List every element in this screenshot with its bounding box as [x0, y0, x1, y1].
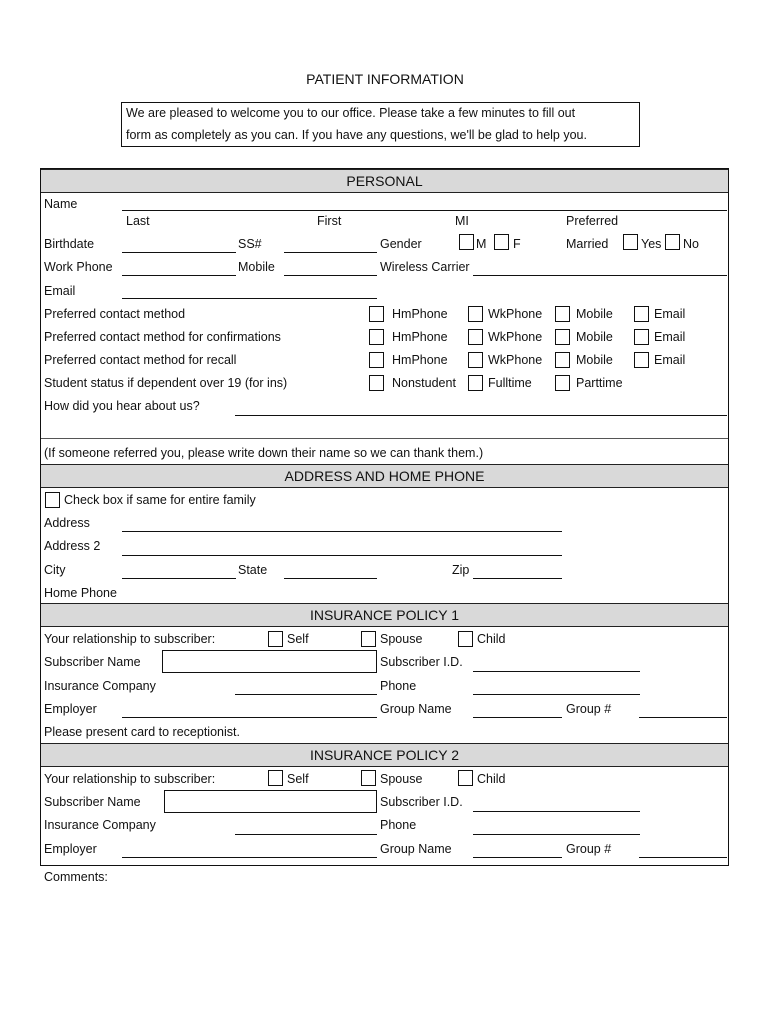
student-nonstudent-label: Nonstudent: [392, 376, 456, 390]
ins2-company-field[interactable]: [235, 834, 377, 835]
ins1-group-no-label: Group #: [566, 702, 612, 716]
ins2-phone-label: Phone: [380, 818, 417, 832]
ins1-relationship-label: Your relationship to subscriber:: [44, 632, 216, 646]
pref-confirm-hm-checkbox[interactable]: [369, 329, 384, 345]
hear-field[interactable]: [235, 415, 727, 416]
section-insurance-2: INSURANCE POLICY 2: [41, 743, 728, 767]
ins1-group-name-field[interactable]: [473, 717, 562, 718]
same-family-checkbox[interactable]: [45, 492, 60, 508]
gender-m-checkbox[interactable]: [459, 234, 474, 250]
same-family-label: Check box if same for entire family: [64, 493, 256, 507]
pref-recall-hm-checkbox[interactable]: [369, 352, 384, 368]
mobile-label: Mobile: [238, 260, 275, 274]
pref-recall-hm-label: HmPhone: [392, 353, 448, 367]
student-label: Student status if dependent over 19 (for ins): [44, 376, 288, 390]
ins1-group-no-field[interactable]: [639, 717, 727, 718]
first-label: First: [317, 214, 342, 228]
ins1-company-label: Insurance Company: [44, 679, 156, 693]
mobile-field[interactable]: [284, 275, 377, 276]
ins1-phone-field[interactable]: [473, 694, 640, 695]
married-no-checkbox[interactable]: [665, 234, 680, 250]
ins1-self-checkbox[interactable]: [268, 631, 283, 647]
zip-field[interactable]: [473, 578, 562, 579]
last-label: Last: [126, 214, 150, 228]
married-yes-label: Yes: [641, 237, 662, 251]
ins1-phone-label: Phone: [380, 679, 417, 693]
address2-label: Address 2: [44, 539, 101, 553]
pref-contact-email-label: Email: [654, 307, 686, 321]
intro-line-2: form as completely as you can. If you have any questions, we'll be glad to help you.: [126, 128, 587, 142]
student-parttime-checkbox[interactable]: [555, 375, 570, 391]
address2-field[interactable]: [122, 555, 562, 556]
student-fulltime-label: Fulltime: [488, 376, 532, 390]
pref-contact-mobile-checkbox[interactable]: [555, 306, 570, 322]
ins2-self-checkbox[interactable]: [268, 770, 283, 786]
ins2-phone-field[interactable]: [473, 834, 640, 835]
pref-recall-wk-checkbox[interactable]: [468, 352, 483, 368]
name-field[interactable]: [122, 210, 727, 211]
ins1-child-label: Child: [477, 632, 506, 646]
ins1-employer-label: Employer: [44, 702, 97, 716]
email-field[interactable]: [122, 298, 377, 299]
ss-field[interactable]: [284, 252, 377, 253]
pref-confirm-email-checkbox[interactable]: [634, 329, 649, 345]
ins1-sub-id-field[interactable]: [473, 671, 640, 672]
pref-contact-email-checkbox[interactable]: [634, 306, 649, 322]
comments-label: Comments:: [44, 870, 108, 884]
email-label: Email: [44, 284, 76, 298]
pref-contact-hm-label: HmPhone: [392, 307, 448, 321]
ins2-relationship-label: Your relationship to subscriber:: [44, 772, 216, 786]
ins2-sub-id-label: Subscriber I.D.: [380, 795, 463, 809]
student-nonstudent-checkbox[interactable]: [369, 375, 384, 391]
pref-recall-mobile-label: Mobile: [576, 353, 613, 367]
ins2-company-label: Insurance Company: [44, 818, 156, 832]
referral-line[interactable]: [41, 438, 728, 439]
ins2-group-no-field[interactable]: [639, 857, 727, 858]
ins2-group-name-label: Group Name: [380, 842, 452, 856]
ins2-spouse-checkbox[interactable]: [361, 770, 376, 786]
address-field[interactable]: [122, 531, 562, 532]
name-label: Name: [44, 197, 78, 211]
ins1-spouse-label: Spouse: [380, 632, 423, 646]
ss-label: SS#: [238, 237, 262, 251]
ins1-sub-name-label: Subscriber Name: [44, 655, 141, 669]
referred-note: (If someone referred you, please write down their name so we can thank them.): [44, 446, 484, 460]
city-field[interactable]: [122, 578, 236, 579]
ins1-group-name-label: Group Name: [380, 702, 452, 716]
pref-recall-email-label: Email: [654, 353, 686, 367]
gender-f-checkbox[interactable]: [494, 234, 509, 250]
section-address: ADDRESS AND HOME PHONE: [41, 464, 728, 488]
ins2-employer-field[interactable]: [122, 857, 377, 858]
ins1-self-label: Self: [287, 632, 309, 646]
hear-label: How did you hear about us?: [44, 399, 200, 413]
married-yes-checkbox[interactable]: [623, 234, 638, 250]
ins2-child-checkbox[interactable]: [458, 770, 473, 786]
page-title: PATIENT INFORMATION: [306, 71, 464, 87]
ins2-sub-id-field[interactable]: [473, 811, 640, 812]
pref-confirm-hm-label: HmPhone: [392, 330, 448, 344]
ins2-group-no-label: Group #: [566, 842, 612, 856]
ins1-employer-field[interactable]: [122, 717, 377, 718]
zip-label: Zip: [452, 563, 470, 577]
wireless-field[interactable]: [473, 275, 727, 276]
pref-contact-mobile-label: Mobile: [576, 307, 613, 321]
section-insurance-1: INSURANCE POLICY 1: [41, 603, 728, 627]
ins2-self-label: Self: [287, 772, 309, 786]
wireless-label: Wireless Carrier: [380, 260, 470, 274]
work-phone-label: Work Phone: [44, 260, 113, 274]
birthdate-field[interactable]: [122, 252, 236, 253]
pref-confirm-wk-checkbox[interactable]: [468, 329, 483, 345]
pref-contact-label: Preferred contact method: [44, 307, 186, 321]
ins1-sub-name-input[interactable]: [162, 650, 377, 673]
home-phone-label: Home Phone: [44, 586, 117, 600]
ins2-child-label: Child: [477, 772, 506, 786]
gender-f-label: F: [513, 237, 521, 251]
ins1-child-checkbox[interactable]: [458, 631, 473, 647]
pref-recall-mobile-checkbox[interactable]: [555, 352, 570, 368]
student-fulltime-checkbox[interactable]: [468, 375, 483, 391]
pref-recall-email-checkbox[interactable]: [634, 352, 649, 368]
work-phone-field[interactable]: [122, 275, 236, 276]
city-label: City: [44, 563, 66, 577]
ins2-sub-name-input[interactable]: [164, 790, 377, 813]
pref-recall-label: Preferred contact method for recall: [44, 353, 237, 367]
pref-confirm-email-label: Email: [654, 330, 686, 344]
student-parttime-label: Parttime: [576, 376, 623, 390]
ins1-company-field[interactable]: [235, 694, 377, 695]
pref-contact-hm-checkbox[interactable]: [369, 306, 384, 322]
ins2-employer-label: Employer: [44, 842, 97, 856]
intro-line-1: We are pleased to welcome you to our office. Please take a few minutes to fill out: [126, 106, 576, 120]
preferred-label: Preferred: [566, 214, 619, 228]
section-personal: PERSONAL: [41, 169, 728, 193]
gender-label: Gender: [380, 237, 422, 251]
ins2-sub-name-label: Subscriber Name: [44, 795, 141, 809]
married-label: Married: [566, 237, 609, 251]
birthdate-label: Birthdate: [44, 237, 95, 251]
state-field[interactable]: [284, 578, 377, 579]
address-label: Address: [44, 516, 90, 530]
pref-contact-wk-checkbox[interactable]: [468, 306, 483, 322]
ins1-card-note: Please present card to receptionist.: [44, 725, 240, 739]
ins1-spouse-checkbox[interactable]: [361, 631, 376, 647]
pref-confirm-label: Preferred contact method for confirmations: [44, 330, 281, 344]
ins2-spouse-label: Spouse: [380, 772, 423, 786]
pref-confirm-mobile-label: Mobile: [576, 330, 613, 344]
ins1-sub-id-label: Subscriber I.D.: [380, 655, 463, 669]
married-no-label: No: [683, 237, 699, 251]
state-label: State: [238, 563, 268, 577]
pref-contact-wk-label: WkPhone: [488, 307, 543, 321]
mi-label: MI: [455, 214, 469, 228]
pref-recall-wk-label: WkPhone: [488, 353, 543, 367]
pref-confirm-mobile-checkbox[interactable]: [555, 329, 570, 345]
gender-m-label: M: [476, 237, 487, 251]
pref-confirm-wk-label: WkPhone: [488, 330, 543, 344]
ins2-group-name-field[interactable]: [473, 857, 562, 858]
